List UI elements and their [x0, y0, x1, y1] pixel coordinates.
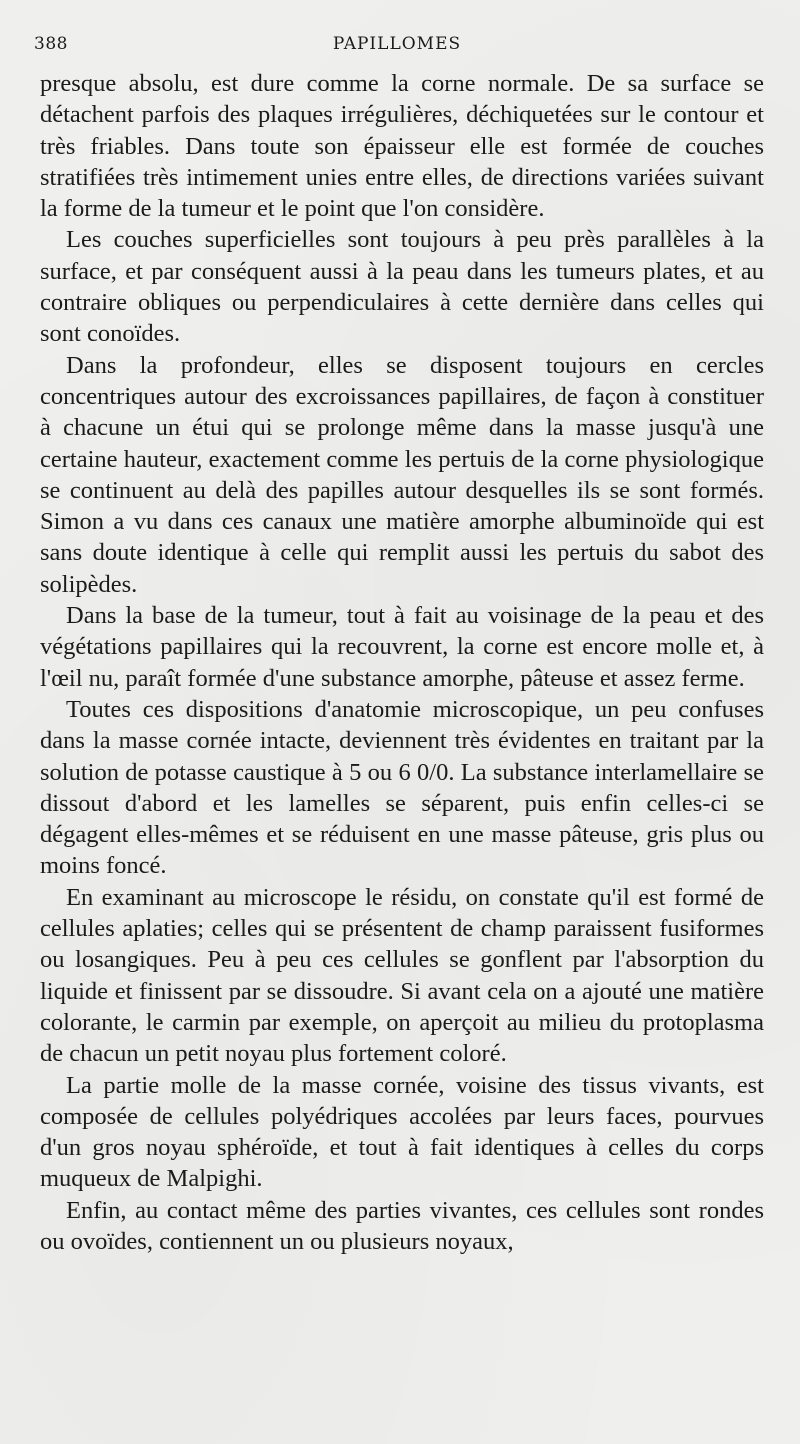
paragraph-potash-treatment: Toutes ces dispositions d'anatomie microscopique, un peu confuses dans la masse cornée intacte, deviennent très évidentes en traitant par la solution de potasse caustique à 5 ou 6 0/0. La substance interlamellaire se dissout d'abord et les lamelles se séparent, puis enfin celles-ci se dégagent elles-mêmes et se réduisent en une masse pâteuse, gris plus ou moins foncé. — [40, 695, 764, 880]
paragraph-living-contact: Enfin, au contact même des parties vivantes, ces cellules sont rondes ou ovoïdes, contiennent un ou plusieurs noyaux, — [40, 1196, 764, 1255]
page-header — [34, 34, 760, 58]
running-title: PAPILLOMES — [332, 34, 462, 54]
paragraph-tumor-base: Dans la base de la tumeur, tout à fait au voisinage de la peau et des végétations papillaires qui la recouvrent, la corne est encore molle et, à l'œil nu, paraît formée d'une substance amorphe, pâteuse et assez ferme. — [40, 602, 764, 692]
body-text — [40, 68, 764, 1257]
page-number: 388 — [34, 34, 68, 54]
paragraph-continuation: presque absolu, est dure comme la corne normale. De sa surface se détachent parfois des plaques irrégulières, déchiquetées sur le contour et très friables. Dans toute son épaisseur elle est formée de couches stratifiées très intimement unies entre elles, de directions variées suivant la forme de la tumeur et le point que l'on considère. — [40, 70, 764, 223]
paragraph-deep-layers: Dans la profondeur, elles se disposent toujours en cercles concentriques autour des excroissances papillaires, de façon à constituer à chacune un étui qui se prolonge même dans la masse jusqu'à une certaine hauteur, exactement comme les pertuis de la corne physiologique se continuent au delà des papilles autour desquelles ils se sont formés. Simon a vu dans ces canaux une matière amorphe albuminoïde qui est sans doute identique à celle qui remplit aussi les pertuis du sabot des solipèdes. — [40, 351, 764, 598]
paragraph-soft-part: La partie molle de la masse cornée, voisine des tissus vivants, est composée de cellules polyédriques accolées par leurs faces, pourvues d'un gros noyau sphéroïde, et tout à fait identiques à celles du corps muqueux de Malpighi. — [40, 1071, 764, 1193]
paragraph-superficial-layers: Les couches superficielles sont toujours à peu près parallèles à la surface, et par conséquent aussi à la peau dans les tumeurs plates, et au contraire obliques ou perpendiculaires à cette dernière dans celles qui sont conoïdes. — [40, 226, 764, 348]
paragraph-microscope-residue: En examinant au microscope le résidu, on constate qu'il est formé de cellules aplaties; celles qui se présentent de champ paraissent fusiformes ou losangiques. Peu à peu ces cellules se gonflent par l'absorption du liquide et finissent par se dissoudre. Si avant cela on a ajouté une matière colorante, le carmin par exemple, on aperçoit au milieu du protoplasma de chacun un petit noyau plus fortement coloré. — [40, 883, 764, 1068]
